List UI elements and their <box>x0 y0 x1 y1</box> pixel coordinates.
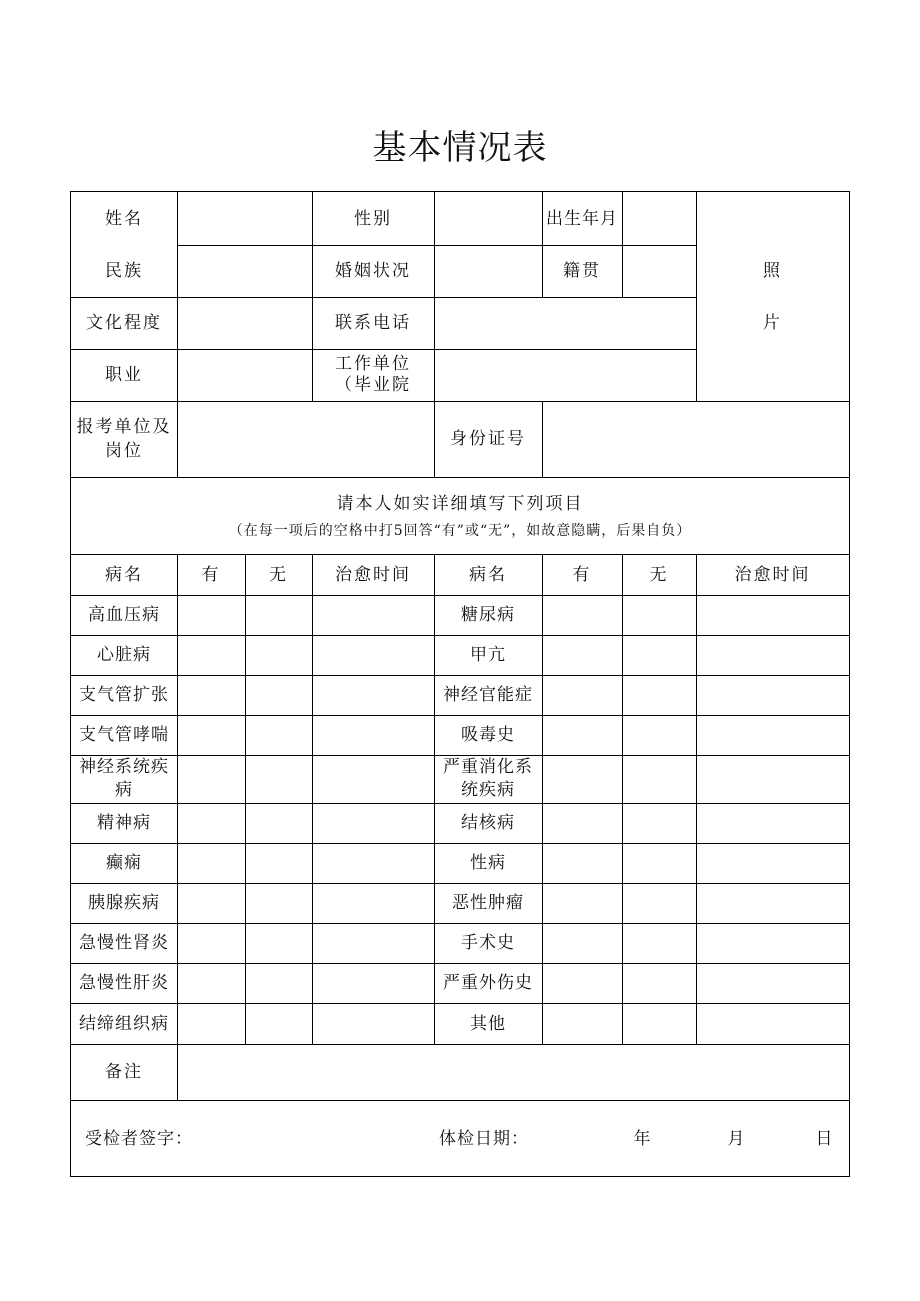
date-day-label: 日 <box>815 1129 835 1149</box>
origin-field[interactable] <box>622 245 696 297</box>
disease-right-4: 吸毒史 <box>461 725 515 745</box>
phone-field[interactable] <box>434 297 696 349</box>
name-label: 姓名 <box>105 208 143 229</box>
header-disease-right: 病名 <box>469 564 507 585</box>
disease-left-1: 高血压病 <box>88 605 160 625</box>
workplace-label-line1: 工作单位 <box>335 354 411 374</box>
marital-field[interactable] <box>434 245 542 297</box>
disease-right-6: 结核病 <box>461 813 515 833</box>
apply-label <box>71 401 177 477</box>
header-cure-time-right: 治愈时间 <box>734 564 811 585</box>
disease-left-8: 胰腺疾病 <box>88 893 160 913</box>
remarks-field[interactable] <box>177 1044 849 1100</box>
signature-field[interactable] <box>195 1122 425 1156</box>
disease-left-7: 癫痫 <box>106 853 142 873</box>
disease-right-3: 神经官能症 <box>443 685 533 705</box>
id-field[interactable] <box>542 401 849 477</box>
disease-right-10: 严重外伤史 <box>443 973 533 993</box>
education-label: 文化程度 <box>86 313 162 333</box>
disease-right-5: 严重消化系统疾病 <box>443 757 533 800</box>
birth-label: 出生年月 <box>546 208 618 229</box>
date-label: 体检日期： <box>439 1129 529 1149</box>
photo-label-1: 照 <box>763 261 782 281</box>
date-month-label: 月 <box>727 1129 747 1149</box>
header-cure-time-left: 治愈时间 <box>335 564 411 585</box>
header-yes-left: 有 <box>201 564 221 585</box>
instructions-heading: 请本人如实详细填写下列项目 <box>336 494 584 514</box>
gender-field[interactable] <box>434 192 542 245</box>
apply-label-line1: 报考单位及 <box>76 417 172 437</box>
occupation-field[interactable] <box>177 349 312 401</box>
workplace-label-line2: （毕业院 <box>335 375 411 395</box>
disease-left-10: 急慢性肝炎 <box>79 973 169 993</box>
disease-right-1: 糖尿病 <box>461 605 515 625</box>
basic-info-form <box>70 191 850 1177</box>
apply-label-line2: 岗位 <box>105 441 143 461</box>
name-field[interactable] <box>177 192 312 245</box>
education-field[interactable] <box>177 297 312 349</box>
instructions-note: （在每一项后的空格中打5回答“有”或“无”，如故意隐瞒，后果自负） <box>228 523 692 539</box>
disease-left-6: 精神病 <box>97 813 151 833</box>
gender-label: 性别 <box>354 208 392 229</box>
workplace-field[interactable] <box>434 349 696 401</box>
origin-label: 籍贯 <box>563 261 601 281</box>
ethnicity-field[interactable] <box>177 245 312 297</box>
signature-label: 受检者签字： <box>85 1129 193 1149</box>
id-label: 身份证号 <box>450 429 526 449</box>
disease-right-7: 性病 <box>470 853 506 873</box>
marital-label: 婚姻状况 <box>335 261 411 281</box>
disease-left-9: 急慢性肾炎 <box>79 933 169 953</box>
disease-left-11: 结缔组织病 <box>79 1013 169 1034</box>
disease-left-4: 支气管哮喘 <box>79 725 169 745</box>
phone-label: 联系电话 <box>335 313 411 333</box>
header-disease-left: 病名 <box>105 564 143 585</box>
remarks-label: 备注 <box>105 1062 143 1082</box>
apply-field[interactable] <box>177 401 434 477</box>
disease-right-2: 甲亢 <box>470 645 506 665</box>
occupation-label: 职业 <box>105 365 143 385</box>
date-year-label: 年 <box>633 1129 653 1149</box>
disease-left-5: 神经系统疾病 <box>79 757 169 800</box>
page-title: 基本情况表 <box>372 128 548 168</box>
disease-right-9: 手术史 <box>461 933 515 953</box>
header-no-left: 无 <box>269 564 288 585</box>
workplace-label <box>312 349 434 401</box>
header-yes-right: 有 <box>572 564 592 585</box>
ethnicity-label: 民族 <box>105 261 143 281</box>
header-no-right: 无 <box>649 564 669 585</box>
disease-right-11: 其他 <box>470 1013 506 1034</box>
birth-field[interactable] <box>622 192 696 245</box>
disease-left-2: 心脏病 <box>97 645 151 665</box>
disease-right-8: 恶性肿瘤 <box>452 893 524 913</box>
photo-label-2: 片 <box>763 313 782 333</box>
disease-left-3: 支气管扩张 <box>79 685 169 705</box>
